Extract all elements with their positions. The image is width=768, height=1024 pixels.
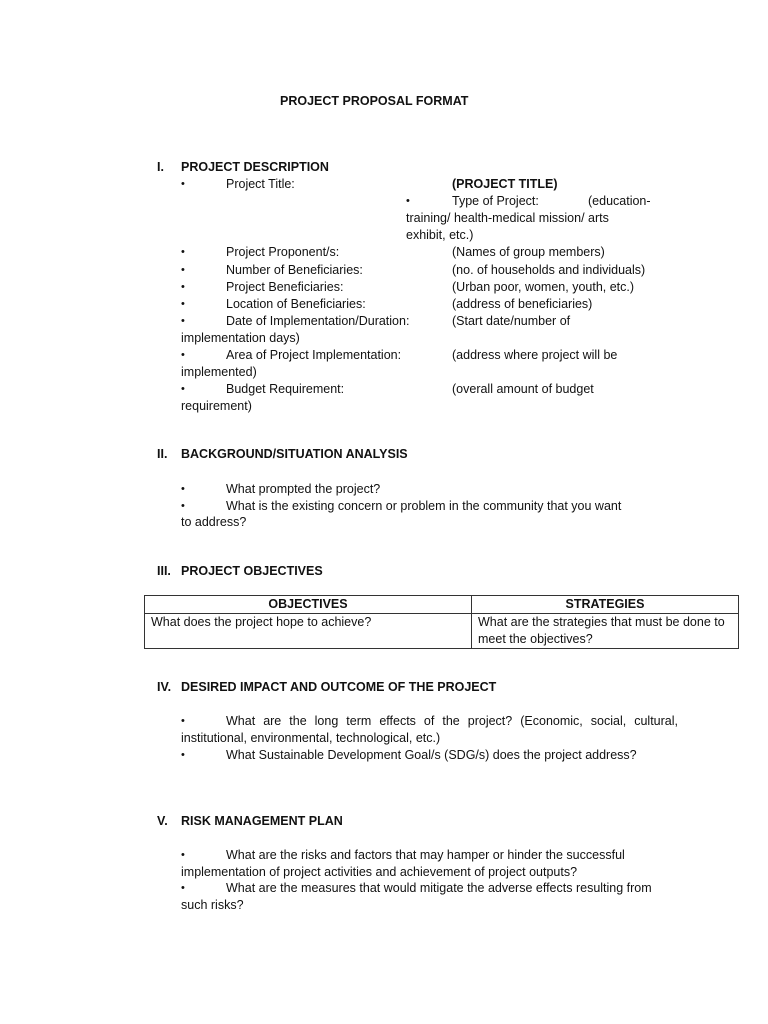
area-value-cont: implemented) bbox=[181, 365, 257, 379]
area-label: Area of Project Implementation: bbox=[226, 348, 402, 362]
risk-question-1: What are the risks and factors that may hamper or hinder the successful implementation of project activities and achievement of project outputs? bbox=[181, 848, 625, 879]
impact-question-1: What are the long term effects of the project? (Economic, social, cultural, institutional, environmental, technological, etc.) bbox=[181, 714, 678, 745]
section-4-numeral: IV. bbox=[157, 680, 172, 694]
type-of-project-value-cont: exhibit, etc.) bbox=[406, 228, 474, 242]
budget-value: (overall amount of budget bbox=[452, 382, 594, 396]
location-label: Location of Beneficiaries: bbox=[226, 297, 366, 311]
budget-label: Budget Requirement: bbox=[226, 382, 345, 396]
bullet: • bbox=[181, 500, 185, 512]
location-value: (address of beneficiaries) bbox=[452, 297, 593, 311]
proponent-value: (Names of group members) bbox=[452, 245, 605, 259]
type-of-project-value-cont: training/ health-medical mission/ arts bbox=[406, 211, 609, 225]
date-label: Date of Implementation/Duration: bbox=[226, 314, 410, 328]
beneficiaries-label: Project Beneficiaries: bbox=[226, 280, 344, 294]
background-question-2: What is the existing concern or problem in the community that you want bbox=[226, 499, 622, 513]
bullet: • bbox=[181, 281, 185, 293]
objectives-cell: What does the project hope to achieve? bbox=[145, 614, 472, 649]
section-2-heading: BACKGROUND/SITUATION ANALYSIS bbox=[181, 447, 408, 461]
num-beneficiaries-label: Number of Beneficiaries: bbox=[226, 263, 363, 277]
bullet: • bbox=[181, 298, 185, 310]
section-3-heading: PROJECT OBJECTIVES bbox=[181, 564, 323, 578]
bullet: • bbox=[181, 383, 185, 395]
area-value: (address where project will be bbox=[452, 348, 618, 362]
section-4-heading: DESIRED IMPACT AND OUTCOME OF THE PROJECT bbox=[181, 680, 497, 694]
bullet: • bbox=[181, 849, 185, 861]
impact-question-2: What Sustainable Development Goal/s (SDG/s) does the project address? bbox=[226, 748, 637, 762]
risk-question-2: What are the measures that would mitigate the adverse effects resulting from such risks? bbox=[181, 881, 652, 912]
section-2-numeral: II. bbox=[157, 447, 168, 461]
type-of-project-label: Type of Project: bbox=[452, 194, 539, 208]
type-of-project-value: (education- bbox=[588, 194, 651, 208]
date-value-cont: implementation days) bbox=[181, 331, 300, 345]
strategies-header: STRATEGIES bbox=[472, 596, 739, 614]
proponent-label: Project Proponent/s: bbox=[226, 245, 340, 259]
bullet: • bbox=[181, 178, 185, 190]
section-1-heading: PROJECT DESCRIPTION bbox=[181, 160, 329, 174]
objectives-header: OBJECTIVES bbox=[145, 596, 472, 614]
project-title-value: (PROJECT TITLE) bbox=[452, 177, 558, 191]
bullet: • bbox=[406, 195, 410, 207]
num-beneficiaries-value: (no. of households and individuals) bbox=[452, 263, 646, 277]
background-question-1: What prompted the project? bbox=[226, 482, 381, 496]
document-title: PROJECT PROPOSAL FORMAT bbox=[280, 94, 469, 108]
table-header-row bbox=[145, 596, 739, 614]
date-value: (Start date/number of bbox=[452, 314, 571, 328]
beneficiaries-value: (Urban poor, women, youth, etc.) bbox=[452, 280, 635, 294]
table-row bbox=[145, 614, 739, 649]
bullet: • bbox=[181, 715, 185, 727]
budget-value-cont: requirement) bbox=[181, 399, 252, 413]
section-3-numeral: III. bbox=[157, 564, 171, 578]
strategies-cell: What are the strategies that must be done to meet the objectives? bbox=[472, 614, 739, 649]
section-5-numeral: V. bbox=[157, 814, 168, 828]
background-question-2-cont: to address? bbox=[181, 515, 247, 529]
objectives-table bbox=[144, 595, 739, 649]
section-1-numeral: I. bbox=[157, 160, 164, 174]
section-5-heading: RISK MANAGEMENT PLAN bbox=[181, 814, 343, 828]
project-title-label: Project Title: bbox=[226, 177, 295, 191]
bullet: • bbox=[181, 749, 185, 761]
bullet: • bbox=[181, 315, 185, 327]
bullet: • bbox=[181, 246, 185, 258]
bullet: • bbox=[181, 264, 185, 276]
bullet: • bbox=[181, 483, 185, 495]
bullet: • bbox=[181, 349, 185, 361]
bullet: • bbox=[181, 882, 185, 894]
